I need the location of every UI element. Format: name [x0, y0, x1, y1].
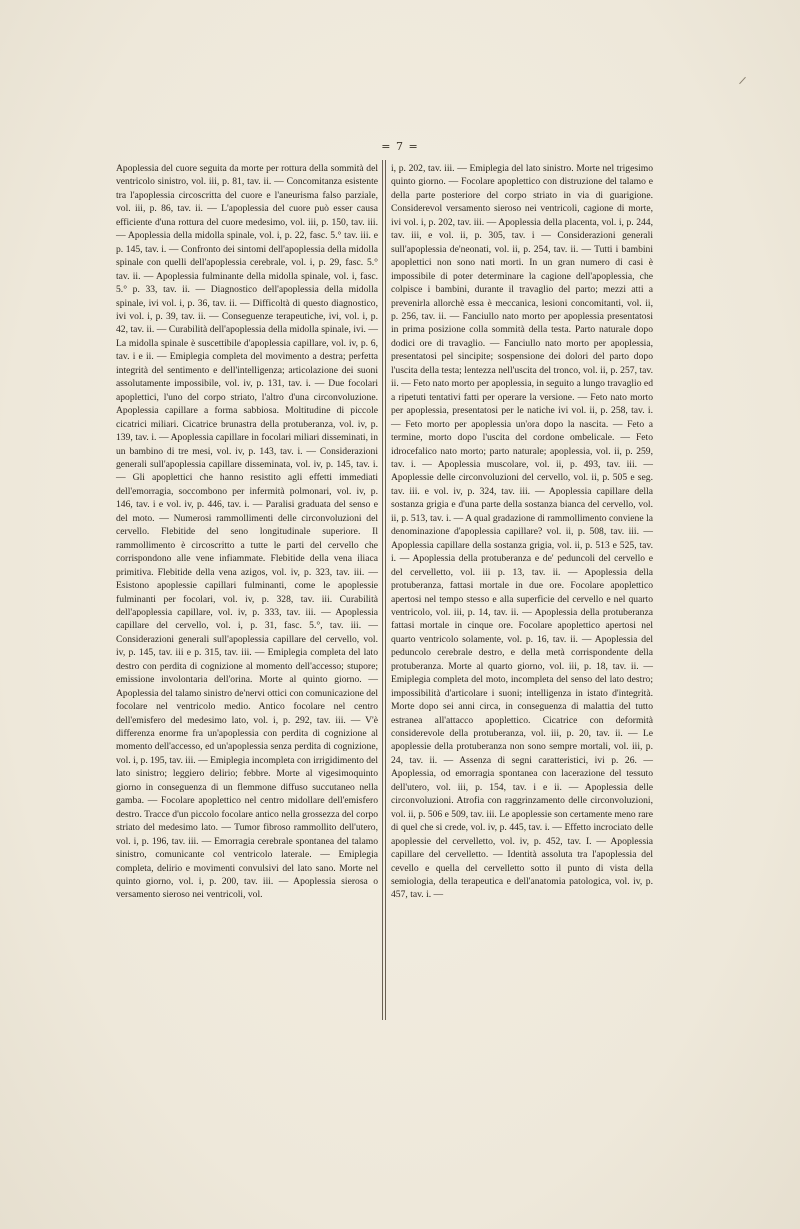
column-left-text: Apoplessia del cuore seguita da morte per rottura della sommità del ventricolo sinistro, vol. iii, p. 81, tav. ii. — Concomitanza esistente tra l'apoplessia circoscritta del cuore e l'aneurisma falso parziale, vol. iii, p. 86, tav. ii. — L'apoplessia del cuore può esser causa efficiente d'una rottura del cuore medesimo, vol. iii, p. 150, tav. iii. — Apoplessia della midolla spinale, vol. i, p. 22, fasc. 5.° tav. iii. e p. 145, tav. i. — Confronto dei sintomi dell'apoplessia della midolla spinale con quelli dell'apoplessia cerebrale, vol. i, p. 29, fasc. 5.° tav. ii. — Apoplessia fulminante della midolla spinale, vol. i, fasc. 5.° p. 33, tav. ii. — Diagnostico dell'apoplessia della midolla spinale, ivi vol. i, p. 36, tav. ii. — Difficoltà di questo diagnostico, ivi vol. i, p. 39, tav. ii. — Conseguenze terapeutiche, ivi, vol. i, p. 42, tav. ii. — Curabilità dell'apoplessia della midolla spinale, ivi. — La midolla spinale è suscettibile d'apoplessia capillare, vol. iv, p. 6, tav. i e ii. — Emiplegia completa del movimento a destra; perfetta integrità del sentimento e dell'intelligenza; articolazione dei suoni assolutamente impossibile, vol. iv, p. 131, tav. i. — Due focolari apoplettici, l'uno del corpo striato, l'altro d'una circonvoluzione. Apoplessia capillare a forma sabbiosa. Moltitudine di piccole cicatrici miliari. Cicatrice brunastra della protuberanza, vol. iv, p. 139, tav. i. — Apoplessia capillare in focolari miliari disseminati, in un bambino di tre mesi, vol. iv, p. 143, tav. i. — Considerazioni generali sull'apoplessia capillare disseminata, vol. iv, p. 145, tav. i. — Gli apoplettici che hanno resistito agli effetti immediati dell'emorragia, soccombono per infermità polmonari, vol. iv, p. 146, tav. i e vol. iv, p. 446, tav. i. — Paralisi graduata del senso e del moto. — Numerosi rammollimenti delle circonvoluzioni del cervello. Flebitide del seno longitudinale superiore. Il rammollimento è circoscritto a tutte le parti del cervello che corrispondono alle vene infiammate. Flebitide della vena iliaca primitiva. Flebitide della vena azigos, vol. iv, p. 323, tav. iii. — Esistono apoplessie capillari fulminanti, come le apoplessie fulminanti per focolari, vol. iv, p. 328, tav. iii. Curabilità dell'apoplessia capillare, vol. iv, p. 333, tav. iii. — Apoplessia capillare del cervello, vol. i, p. 31, fasc. 5.°, tav. iii. — Considerazioni generali sull'apoplessia capillare del cervello, vol. iv, p. 145, tav. iii e p. 315, tav. iii. — Emiplegia completa del lato destro con perdita di cognizione al momento dell'accesso; stupore; emissione involontaria dell'orina. Morte al quinto giorno. — Apoplessia del talamo sinistro de'nervi ottici con comunicazione del focolare nel ventricolo medio. Antico focolare nel centro dell'emisfero del medesimo lato, vol. i, p. 292, tav. iii. — V'è differenza enorme fra un'apoplessia con perdita di cognizione al momento dell'accesso, ed un'apoplessia senza perdita di cognizione, vol. i, p. 195, tav. iii. — Emiplegia incompleta con irrigidimento del lato sinistro; leggiero delirio; febbre. Morte al vigesimoquinto giorno in conseguenza di un flemmone diffuso succutaneo nella gamba. — Focolare apoplettico nel centro midollare dell'emisfero destro. Tracce d'un piccolo focolare antico nella grossezza del corpo striato del medesimo lato. — Tumor fibroso rammollito dell'utero, vol. i, p. 196, tav. iii. — Emorragia cerebrale spontanea del talamo sinistro, comunicante col ventricolo laterale. — Emiplegia completa, delirio e movimenti convulsivi del lato sano. Morte nel quinto giorno, vol. i, p. 200, tav. iii. — Apoplessia sierosa o versamento sieroso nei ventricoli, vol.	[116, 163, 378, 901]
column-right-text: i, p. 202, tav. iii. — Emiplegia del lato sinistro. Morte nel trigesimo quinto giorno. — Focolare apoplettico con distruzione del talamo e della parte posteriore del corpo striato in via di guarigione. Considerevol versamento sieroso nei ventricoli, cagione di morte, ivi vol. i, p. 202, tav. iii. — Apoplessia della placenta, vol. i, p. 244, tav. iii, e vol. ii, p. 305, tav. i — Considerazioni generali sull'apoplessia de'neonati, vol. ii, p. 254, tav. ii. — Tutti i bambini apoplettici non sono nati morti. In un gran numero di casi è impossibile di poter determinare la cagione dell'apoplessia, che colpisce i bambini, durante il travaglio del parto; mezzi atti a prevenirla allorchè essa è meccanica, lesioni concomitanti, vol. ii, p. 256, tav. ii. — Fanciullo nato morto per apoplessia presentatosi in prima posizione colla sommità della testa. Parto naturale dopo dodici ore di travaglio. — Fanciullo nato morto per apoplessia, presentatosi pel sincipite; sospensione dei dolori del parto dopo l'uscita della testa; lentezza nell'uscita del tronco, vol. ii, p. 257, tav. ii. — Feto nato morto per apoplessia, in seguito a lungo travaglio ed a ripetuti tentativi fatti per operare la versione. — Feto nato morto per apoplessia, presentatosi per le natiche ivi vol. ii, p. 258, tav. i. — Feto morto per apoplessia un'ora dopo la nascita. — Feto a termine, morto dopo l'uscita del cordone ombelicale. — Feto idrocefalico nato morto; parto naturale; apoplessia, vol. ii, p. 259, tav. i. — Apoplessia muscolare, vol. ii, p. 493, tav. iii. — Apoplessie delle circonvoluzioni del cervello, vol. ii, p. 505 e seg. tav. iii. e vol. iv, p. 324, tav. iii. — Apoplessia capillare della sostanza grigia e d'una parte della sostanza bianca del cervello, vol. ii, p. 513, tav. i. — A qual gradazione di rammollimento conviene la denominazione d'apoplessia capillare? vol. ii, p. 508, tav. iii. — Apoplessia capillare della sostanza grigia, vol. ii, p. 513 e 525, tav. i. — Apoplessia della protuberanza e de' peduncoli del cervello e del cervelletto, vol. iii p. 13, tav. ii. — Apoplessia della protuberanza, fattasi mortale in due ore. Focolare apoplettico apertosi nel tempo stesso e alla superficie del cervello e nel quarto ventricolo, vol. iii, p. 14, tav. ii. — Apoplessia della protuberanza fattasi mortale in cinque ore. Focolare apoplettico apertosi nel quarto ventricolo solamente, vol. p. 16, tav. ii. — Apoplessia del peduncolo cerebrale destro, e della metà corrispondente della protuberanza. Morte al quarto giorno, vol. iii, p. 18, tav. ii. — Emiplegia completa del moto, incompleta del senso del lato destro; impossibilità d'articolare i suoni; intelligenza in istato d'integrità. Morte dopo sei anni circa, in conseguenza di malattia del tutto estranea all'attacco apoplettico. Cicatrice con deformità considerevole della protuberanza, vol. iii, p. 20, tav. ii. — Le apoplessie della protuberanza non sono sempre mortali, vol. iii, p. 24, tav. ii. — Assenza di segni caratteristici, ivi p. 26. — Apoplessia, od emorragia spontanea con lacerazione del tessuto dell'utero, vol. iii, p. 154, tav. i e ii. — Apoplessia delle circonvoluzioni. Atrofia con raggrinzamento delle circonvoluzioni, vol. ii, p. 506 e 509, tav. iii. Le apoplessie son certamente meno rare di quel che si crede, vol. iv, p. 445, tav. i. — Effetto incrociato delle apoplessie del cervelletto, vol. iv, p. 452, tav. I. — Apoplessia capillare del cervelletto. — Identità assoluta tra l'apoplessia del cevello e quella del cervelletto sotto il punto di vista della semiologia, della terapeutica e dell'anatomia patologica, vol. iv, p. 457, tav. i. —	[391, 163, 653, 901]
column-divider	[382, 160, 386, 1020]
pencil-mark	[739, 77, 746, 84]
text-column-left	[116, 162, 378, 902]
page-number: = 7 =	[381, 140, 419, 153]
text-column-right	[391, 162, 653, 902]
